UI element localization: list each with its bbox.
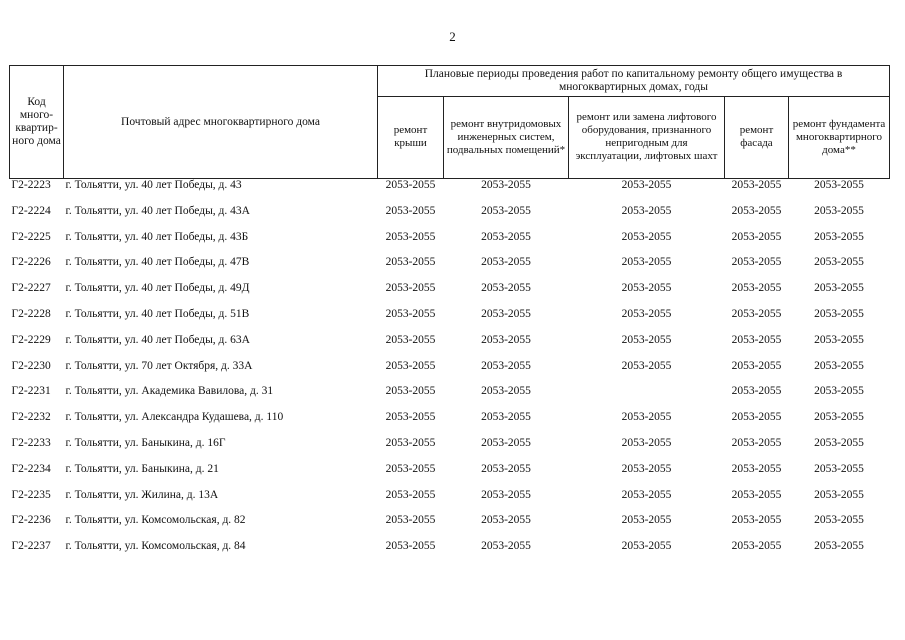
engineering-period: 2053-2055	[481, 204, 531, 217]
foundation-period: 2053-2055	[814, 540, 864, 553]
table-row	[10, 179, 890, 205]
roof-period: 2053-2055	[385, 540, 436, 553]
foundation-period: 2053-2055	[814, 282, 864, 295]
foundation-period: 2053-2055	[814, 333, 864, 346]
house-address: г. Тольятти, ул. 40 лет Победы, д. 47В	[65, 256, 250, 269]
engineering-period: 2053-2055	[481, 488, 531, 501]
foundation-period: 2053-2055	[814, 204, 864, 217]
roof-period: 2053-2055	[385, 282, 436, 295]
elevator-period: 2053-2055	[621, 333, 672, 346]
elevator-period	[569, 385, 725, 411]
house-code: Г2-2225	[11, 230, 51, 243]
facade-period: 2053-2055	[731, 333, 782, 346]
header-roof: ремонт крыши	[378, 96, 444, 178]
house-code: Г2-2237	[11, 540, 51, 553]
facade-period: 2053-2055	[731, 540, 782, 553]
house-address: г. Тольятти, ул. 40 лет Победы, д. 43Б	[65, 230, 249, 243]
table-body	[10, 179, 890, 566]
roof-period: 2053-2055	[385, 307, 436, 320]
foundation-period: 2053-2055	[814, 411, 864, 424]
facade-period: 2053-2055	[731, 282, 782, 295]
facade-period: 2053-2055	[731, 204, 782, 217]
elevator-period: 2053-2055	[621, 436, 672, 449]
engineering-period: 2053-2055	[481, 333, 531, 346]
table-row	[10, 282, 890, 308]
table-row	[10, 540, 890, 566]
house-code: Г2-2233	[11, 436, 51, 449]
elevator-period: 2053-2055	[621, 307, 672, 320]
foundation-period: 2053-2055	[814, 307, 864, 320]
foundation-period: 2053-2055	[814, 179, 864, 191]
house-address: г. Тольятти, ул. 40 лет Победы, д. 43	[65, 179, 242, 191]
facade-period: 2053-2055	[731, 256, 782, 269]
foundation-period: 2053-2055	[814, 436, 864, 449]
house-code: Г2-2226	[11, 256, 51, 269]
facade-period: 2053-2055	[731, 462, 782, 475]
table-row	[10, 385, 890, 411]
roof-period: 2053-2055	[385, 333, 436, 346]
header-periods-group: Плановые периоды проведения работ по капитальному ремонту общего имущества в многоквартирных домах, годы	[378, 66, 890, 97]
header-address: Почтовый адрес многоквартирного дома	[64, 66, 378, 179]
facade-period: 2053-2055	[731, 359, 782, 372]
foundation-period: 2053-2055	[814, 230, 864, 243]
table-row	[10, 411, 890, 437]
engineering-period: 2053-2055	[481, 436, 531, 449]
foundation-period: 2053-2055	[814, 359, 864, 372]
table-row	[10, 308, 890, 334]
engineering-period: 2053-2055	[481, 514, 531, 527]
elevator-period: 2053-2055	[621, 411, 672, 424]
foundation-period: 2053-2055	[814, 514, 864, 527]
facade-period: 2053-2055	[731, 179, 782, 191]
engineering-period: 2053-2055	[481, 256, 531, 269]
house-code: Г2-2232	[11, 411, 51, 424]
roof-period: 2053-2055	[385, 436, 436, 449]
house-code: Г2-2234	[11, 462, 51, 475]
roof-period: 2053-2055	[385, 230, 436, 243]
elevator-period: 2053-2055	[621, 179, 672, 191]
roof-period: 2053-2055	[385, 359, 436, 372]
roof-period: 2053-2055	[385, 204, 436, 217]
elevator-period: 2053-2055	[621, 359, 672, 372]
table-row	[10, 463, 890, 489]
facade-period: 2053-2055	[731, 411, 782, 424]
engineering-period: 2053-2055	[481, 540, 531, 553]
table-row	[10, 360, 890, 386]
elevator-period: 2053-2055	[621, 462, 672, 475]
engineering-period: 2053-2055	[481, 359, 531, 372]
roof-period: 2053-2055	[385, 514, 436, 527]
table-row	[10, 231, 890, 257]
page-number: 2	[449, 29, 456, 44]
elevator-period: 2053-2055	[621, 282, 672, 295]
elevator-period: 2053-2055	[621, 256, 672, 269]
elevator-period: 2053-2055	[621, 230, 672, 243]
header-facade: ремонт фасада	[725, 96, 789, 178]
header-elevator: ремонт или замена лифтового оборудования, признанного непригодным для эксплуатации, лифтовых шахт	[569, 96, 725, 178]
house-address: г. Тольятти, ул. 40 лет Победы, д. 63А	[65, 333, 250, 346]
facade-period: 2053-2055	[731, 307, 782, 320]
house-code: Г2-2229	[11, 333, 51, 346]
header-code: Код много-квартир-ного дома	[10, 66, 64, 179]
facade-period: 2053-2055	[731, 230, 782, 243]
house-code: Г2-2227	[11, 282, 51, 295]
table-row	[10, 489, 890, 515]
house-address: г. Тольятти, ул. 40 лет Победы, д. 51В	[65, 307, 250, 320]
elevator-period: 2053-2055	[621, 514, 672, 527]
roof-period: 2053-2055	[385, 462, 436, 475]
table-row	[10, 205, 890, 231]
foundation-period: 2053-2055	[814, 462, 864, 475]
header-engineering: ремонт внутридомовых инженерных систем, подвальных помещений*	[444, 96, 569, 178]
engineering-period: 2053-2055	[481, 462, 531, 475]
engineering-period: 2053-2055	[481, 179, 531, 191]
foundation-period: 2053-2055	[814, 488, 864, 501]
house-address: г. Тольятти, ул. 40 лет Победы, д. 49Д	[65, 282, 250, 295]
roof-period: 2053-2055	[385, 256, 436, 269]
elevator-period: 2053-2055	[621, 204, 672, 217]
house-address: г. Тольятти, ул. 70 лет Октября, д. 33А	[65, 359, 253, 372]
house-address: г. Тольятти, ул. 40 лет Победы, д. 43А	[65, 204, 250, 217]
engineering-period: 2053-2055	[481, 282, 531, 295]
house-address: г. Тольятти, ул. Баныкина, д. 16Г	[65, 436, 226, 449]
table-row	[10, 256, 890, 282]
facade-period: 2053-2055	[731, 436, 782, 449]
elevator-period: 2053-2055	[621, 488, 672, 501]
facade-period: 2053-2055	[731, 514, 782, 527]
house-code: Г2-2224	[11, 204, 51, 217]
elevator-period: 2053-2055	[621, 540, 672, 553]
roof-period: 2053-2055	[385, 385, 436, 398]
house-address: г. Тольятти, ул. Комсомольская, д. 82	[65, 514, 246, 527]
foundation-period: 2053-2055	[814, 256, 864, 269]
house-code: Г2-2223	[11, 179, 51, 191]
capital-repair-table	[9, 65, 890, 566]
facade-period: 2053-2055	[731, 488, 782, 501]
house-code: Г2-2235	[11, 488, 51, 501]
foundation-period: 2053-2055	[814, 385, 864, 398]
table-row	[10, 514, 890, 540]
engineering-period: 2053-2055	[481, 385, 531, 398]
house-address: г. Тольятти, ул. Комсомольская, д. 84	[65, 540, 246, 553]
house-address: г. Тольятти, ул. Академика Вавилова, д. 31	[65, 385, 274, 398]
house-code: Г2-2236	[11, 514, 51, 527]
house-code: Г2-2230	[11, 359, 51, 372]
house-address: г. Тольятти, ул. Жилина, д. 13А	[65, 488, 219, 501]
header-foundation: ремонт фундамента многоквартирного дома**	[789, 96, 890, 178]
house-code: Г2-2228	[11, 307, 51, 320]
engineering-period: 2053-2055	[481, 230, 531, 243]
house-code: Г2-2231	[11, 385, 51, 398]
table-row	[10, 437, 890, 463]
house-address: г. Тольятти, ул. Баныкина, д. 21	[65, 462, 219, 475]
facade-period: 2053-2055	[731, 385, 782, 398]
roof-period: 2053-2055	[385, 179, 436, 191]
house-address: г. Тольятти, ул. Александра Кудашева, д. 110	[65, 411, 284, 424]
roof-period: 2053-2055	[385, 488, 436, 501]
table-row	[10, 334, 890, 360]
roof-period: 2053-2055	[385, 411, 436, 424]
engineering-period: 2053-2055	[481, 411, 531, 424]
engineering-period: 2053-2055	[481, 307, 531, 320]
